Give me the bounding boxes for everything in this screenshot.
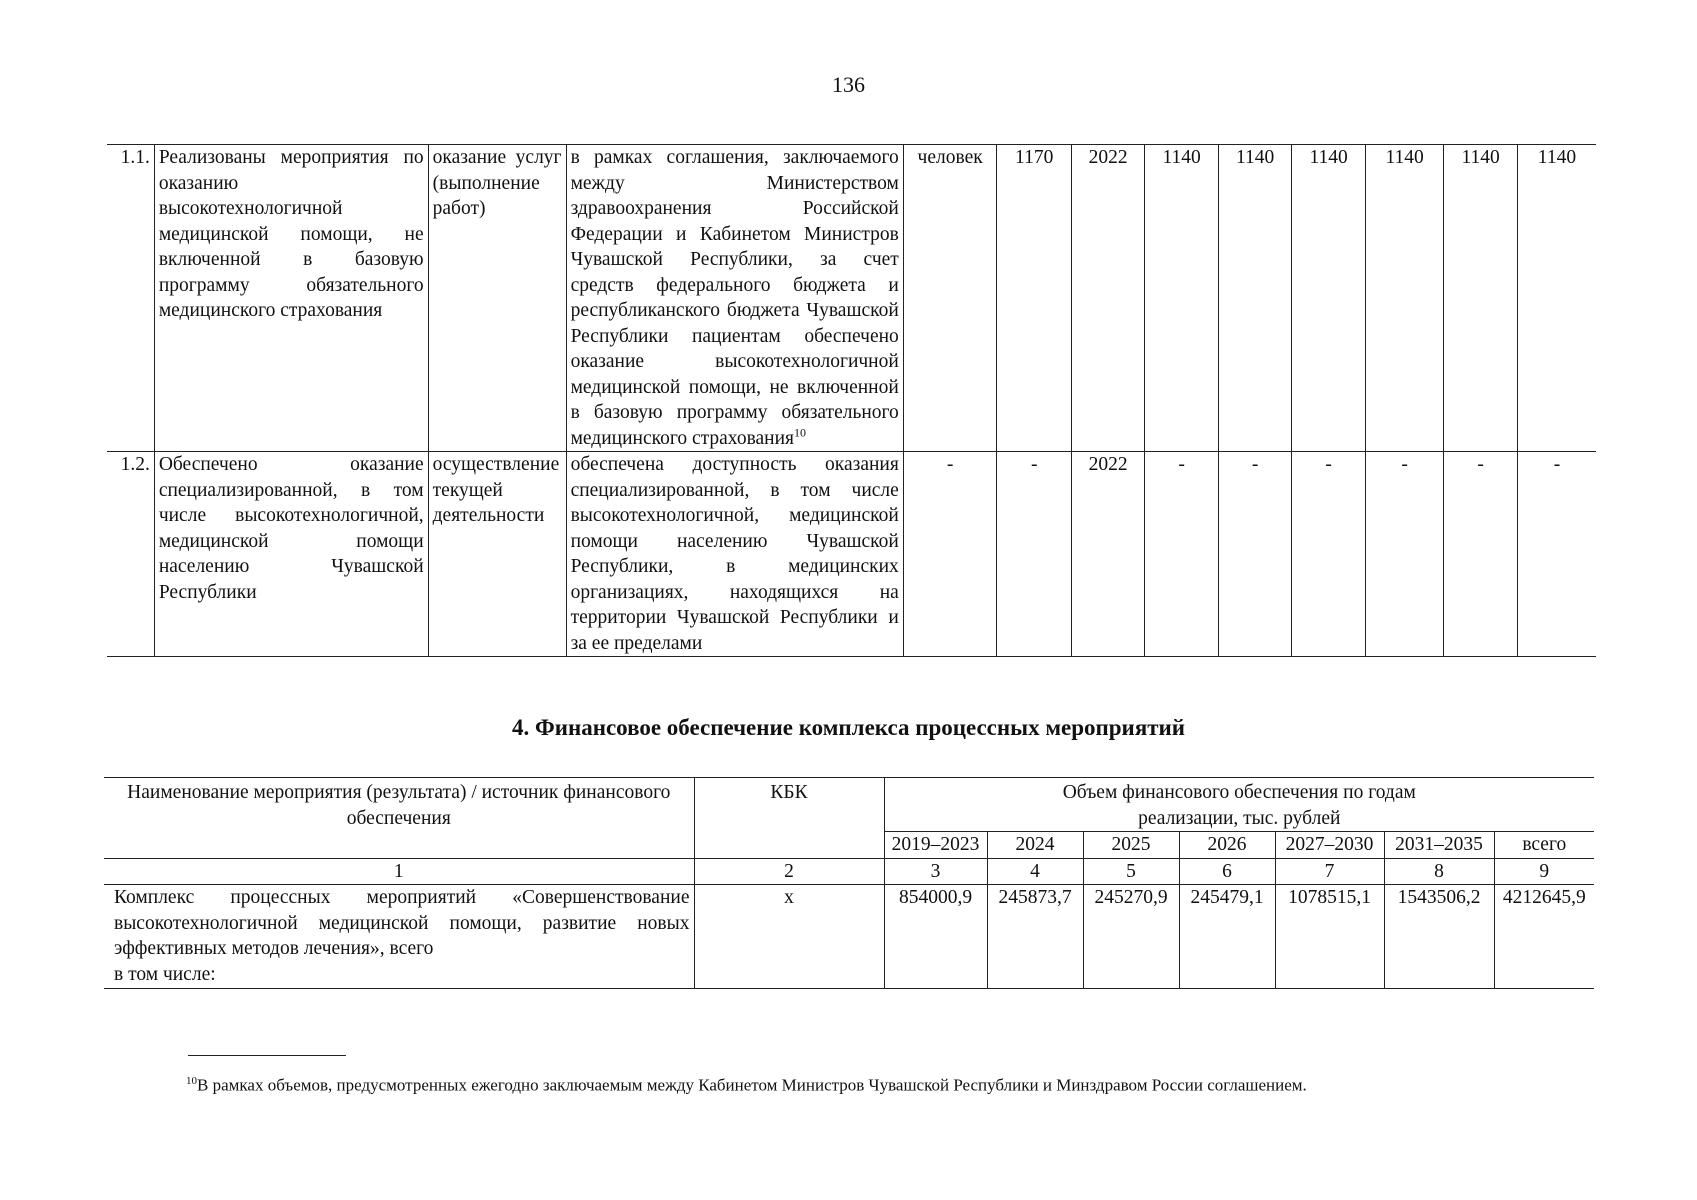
column-number: 7	[1275, 858, 1384, 885]
result-name: Обеспечено оказание специализированной, в том числе высокотехнологичной, медицинской помощи населению Чувашской Республики	[154, 452, 428, 657]
column-number: 9	[1494, 858, 1594, 885]
base-year: 2022	[1071, 145, 1144, 452]
result-type: оказание услуг (выполнение работ)	[428, 145, 566, 452]
value-cell: 1140	[1145, 145, 1218, 452]
activity-name	[104, 885, 694, 989]
header-year: 2019–2023	[884, 832, 987, 859]
table-row	[107, 452, 1596, 657]
value-cell: -	[1292, 452, 1365, 657]
value-cell: -	[1218, 452, 1291, 657]
results-table	[107, 144, 1596, 657]
column-number: 6	[1179, 858, 1275, 885]
footnote-number: 10	[186, 1075, 197, 1087]
header-year: 2027–2030	[1275, 832, 1384, 859]
unit: -	[903, 452, 997, 657]
unit: человек	[903, 145, 997, 452]
column-number: 4	[987, 858, 1083, 885]
amount-cell: 245479,1	[1179, 885, 1275, 989]
table-row	[107, 145, 1596, 452]
result-description	[566, 145, 903, 452]
header-volume: Объем финансового обеспечения по годам реализации, тыс. рублей	[884, 778, 1594, 832]
amount-cell: 1543506,2	[1384, 885, 1494, 989]
row-number: 1.2.	[107, 452, 154, 657]
value-cell: -	[1365, 452, 1444, 657]
header-year: 2024	[987, 832, 1083, 859]
header-year: 2031–2035	[1384, 832, 1494, 859]
header-year: всего	[1494, 832, 1594, 859]
result-description: обеспечена доступность оказания специализированной, в том числе высокотехнологичной, медицинской помощи населению Чувашской Республики, в медицинских организациях, находящихся на территории Чувашской Республики и за ее пределами	[566, 452, 903, 657]
value-cell: 1140	[1444, 145, 1517, 452]
value-cell: 1140	[1218, 145, 1291, 452]
column-number: 5	[1083, 858, 1179, 885]
value-cell: 1140	[1292, 145, 1365, 452]
value-cell: 1140	[1517, 145, 1596, 452]
description-text: в рамках соглашения, заключаемого между Министерством здравоохранения Российской Федерации и Кабинетом Министров Чувашской Республики, за счет средств федерального бюджета и республиканского бюджета Чувашской Республики пациентам обеспечено оказание высокотехнологичной медицинской помощи, не включенной в базовую программу обязательного медицинского страхования	[570, 147, 899, 449]
activity-name-sub: в том числе:	[114, 963, 216, 985]
section-title: 4. Финансовое обеспечение комплекса процессных мероприятий	[511, 715, 1186, 740]
column-numbers-row	[104, 858, 1594, 885]
header-name: Наименование мероприятия (результата) / источник финансового обеспечения	[104, 778, 694, 859]
amount-cell: 4212645,9	[1494, 885, 1594, 989]
column-number: 8	[1384, 858, 1494, 885]
header-year: 2026	[1179, 832, 1275, 859]
result-type: осуществление текущей деятельности	[428, 452, 566, 657]
value-cell: -	[1145, 452, 1218, 657]
header-row	[104, 778, 1594, 832]
amount-cell: 245873,7	[987, 885, 1083, 989]
header-year: 2025	[1083, 832, 1179, 859]
value-cell: 1140	[1365, 145, 1444, 452]
amount-cell: 1078515,1	[1275, 885, 1384, 989]
amount-cell: 854000,9	[884, 885, 987, 989]
base-value: -	[997, 452, 1072, 657]
base-year: 2022	[1071, 452, 1144, 657]
table-row	[104, 885, 1594, 989]
base-value: 1170	[997, 145, 1072, 452]
header-kbk: КБК	[694, 778, 884, 859]
amount-cell: 245270,9	[1083, 885, 1179, 989]
page-number: 136	[832, 72, 865, 97]
result-name: Реализованы мероприятия по оказанию высокотехнологичной медицинской помощи, не включенной в базовую программу обязательного медицинского страхования	[154, 145, 428, 452]
column-number: 1	[104, 858, 694, 885]
activity-name-text: Комплекс процессных мероприятий «Совершенствование высокотехнологичной медицинской помощи, развитие новых эффективных методов лечения», всего	[114, 887, 690, 959]
footnote	[186, 1070, 1586, 1097]
value-cell: -	[1517, 452, 1596, 657]
financing-table	[104, 777, 1594, 989]
footnote-text: В рамках объемов, предусмотренных ежегодно заключаемым между Кабинетом Министров Чувашской Республики и Минздравом России соглашением.	[197, 1075, 1307, 1095]
footnote-divider	[188, 1055, 346, 1056]
kbk-value: x	[694, 885, 884, 989]
footnote-reference: 10	[794, 425, 807, 439]
value-cell: -	[1444, 452, 1517, 657]
column-number: 3	[884, 858, 987, 885]
row-number: 1.1.	[107, 145, 154, 452]
column-number: 2	[694, 858, 884, 885]
